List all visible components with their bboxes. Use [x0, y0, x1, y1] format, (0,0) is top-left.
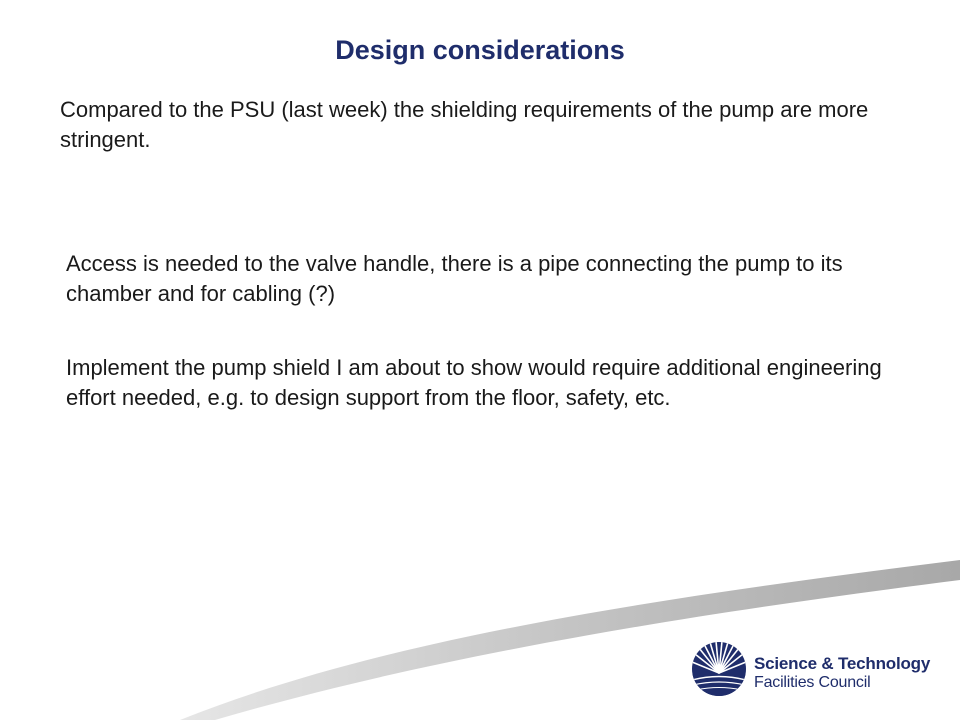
logo-line2: Facilities Council: [754, 674, 871, 691]
paragraph-shielding: Compared to the PSU (last week) the shielding requirements of the pump are more stringent.: [60, 97, 869, 152]
stfc-logo: [690, 640, 950, 700]
stfc-sunburst-icon: [690, 640, 748, 698]
stfc-logo-text: [754, 654, 930, 692]
paragraph-engineering: Implement the pump shield I am about to show would require additional engineering effort needed, e.g. to design support from the floor, safety, etc.: [66, 355, 882, 410]
logo-line1: Science & Technology: [754, 654, 931, 673]
slide-title: Design considerations: [335, 35, 625, 65]
paragraph-access: Access is needed to the valve handle, there is a pipe connecting the pump to its chamber and for cabling (?): [66, 251, 843, 306]
